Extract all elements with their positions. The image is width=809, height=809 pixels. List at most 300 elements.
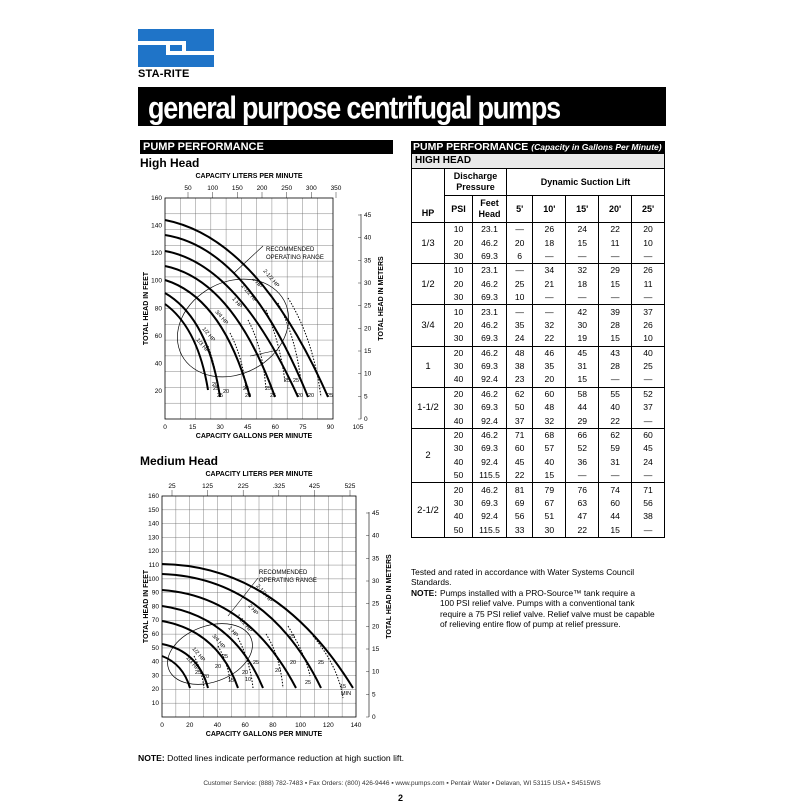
table-cell: 44 bbox=[566, 401, 599, 414]
table-cell: 43 bbox=[599, 346, 632, 360]
hp-cell: 1 bbox=[412, 346, 445, 387]
curve-label: 2 HP bbox=[250, 276, 263, 290]
notes-block bbox=[411, 567, 671, 629]
table-row bbox=[412, 497, 665, 510]
hp-cell: 2-1/2 bbox=[412, 483, 445, 538]
table-cell: 71 bbox=[632, 483, 665, 497]
table-title-bar bbox=[411, 141, 665, 154]
bottom-note-text: Dotted lines indicate performance reduction at high suction lift. bbox=[167, 753, 405, 763]
left-tick-label: 100 bbox=[148, 575, 159, 583]
curve-end-label: 20 bbox=[274, 668, 282, 674]
table-cell: 60 bbox=[533, 387, 566, 401]
table-row bbox=[412, 305, 665, 319]
curve-end-label: 20 bbox=[289, 660, 297, 666]
table-cell: 18 bbox=[533, 236, 566, 249]
table-cell: 45 bbox=[566, 346, 599, 360]
curve-label: 1/2 HP bbox=[200, 326, 216, 344]
table-cell: — bbox=[632, 414, 665, 428]
table-cell: 11 bbox=[599, 236, 632, 249]
table-cell: — bbox=[507, 223, 533, 237]
table-cell: — bbox=[599, 250, 632, 264]
table-cell: — bbox=[632, 373, 665, 387]
curve-end-label: 25 bbox=[264, 386, 272, 392]
table-cell: 50 bbox=[445, 469, 473, 483]
curve-label: 1 HP bbox=[230, 296, 243, 310]
curve-end-label: 20 bbox=[222, 389, 230, 395]
right-tick-label: 45 bbox=[364, 212, 372, 219]
table-row bbox=[412, 250, 665, 264]
operating-range-label: RECOMMENDED bbox=[259, 570, 308, 576]
table-cell: 21 bbox=[533, 278, 566, 291]
table-row bbox=[412, 373, 665, 387]
right-tick-label: 0 bbox=[372, 714, 376, 721]
right-tick-label: 40 bbox=[364, 234, 372, 242]
section-title: PUMP PERFORMANCE bbox=[140, 140, 393, 154]
brand-name: STA-RITE bbox=[138, 68, 190, 80]
table-cell: 15 bbox=[599, 524, 632, 538]
curve-end-label: 25 bbox=[242, 386, 250, 392]
note-line: 100 PSI relief valve. Pumps with a conventional tank bbox=[440, 598, 635, 609]
table-cell: 20 bbox=[632, 223, 665, 237]
curve-end-label: 25 bbox=[326, 393, 334, 399]
bottom-tick-label: 120 bbox=[322, 722, 334, 729]
table-cell: 92.4 bbox=[473, 510, 507, 523]
hp-cell: 2 bbox=[412, 428, 445, 483]
table-cell: 15 bbox=[566, 236, 599, 249]
left-tick-label: 70 bbox=[151, 617, 159, 625]
left-tick-label: 30 bbox=[151, 672, 159, 680]
table-cell: — bbox=[533, 291, 566, 305]
table-cell: 20 bbox=[507, 236, 533, 249]
left-tick-label: 160 bbox=[151, 195, 162, 202]
table-cell: 40 bbox=[445, 510, 473, 523]
table-cell: 69 bbox=[507, 497, 533, 510]
table-cell: 10 bbox=[445, 223, 473, 237]
table-cell: 10 bbox=[632, 332, 665, 346]
curve-end-label: 25 bbox=[212, 386, 220, 392]
bottom-tick-label: 90 bbox=[326, 424, 335, 431]
table-cell: 37 bbox=[632, 401, 665, 414]
left-axis-label: TOTAL HEAD IN FEET bbox=[143, 271, 150, 346]
table-cell: — bbox=[533, 250, 566, 264]
curve-end-label: 20 bbox=[211, 382, 219, 388]
curve-label: 2-1/2 HP bbox=[254, 583, 274, 604]
table-row bbox=[412, 510, 665, 523]
curve-end-label: 25 bbox=[252, 660, 260, 666]
table-cell: 30 bbox=[445, 291, 473, 305]
left-tick-label: 120 bbox=[148, 548, 159, 556]
header-lift: Dynamic Suction Lift bbox=[507, 169, 665, 196]
medium-head-title: Medium Head bbox=[140, 454, 219, 468]
table-cell: 46 bbox=[533, 346, 566, 360]
table-cell: 38 bbox=[632, 510, 665, 523]
table-cell: — bbox=[599, 291, 632, 305]
curve-label: 3/4 HP bbox=[213, 309, 229, 327]
right-tick-label: 30 bbox=[372, 578, 380, 585]
bottom-tick-label: 60 bbox=[271, 424, 279, 431]
table-cell: 30 bbox=[533, 524, 566, 538]
table-cell: — bbox=[632, 469, 665, 483]
table-cell: 47 bbox=[566, 510, 599, 523]
curve-end-label: 20 bbox=[241, 670, 249, 676]
table-cell: 52 bbox=[566, 442, 599, 455]
table-cell: 50 bbox=[445, 524, 473, 538]
table-cell: 62 bbox=[507, 387, 533, 401]
right-axis-label: TOTAL HEAD IN METERS bbox=[378, 256, 385, 341]
bottom-tick-label: 0 bbox=[160, 722, 164, 729]
left-tick-label: 80 bbox=[151, 603, 159, 611]
header-feet: Feet Head bbox=[473, 196, 507, 223]
right-tick-label: 35 bbox=[364, 257, 372, 265]
table-cell: — bbox=[599, 373, 632, 387]
top-axis-label: CAPACITY LITERS PER MINUTE bbox=[205, 471, 313, 478]
table-cell: 15 bbox=[566, 373, 599, 387]
table-cell: 25 bbox=[632, 360, 665, 373]
curve-end-label: 20 bbox=[202, 674, 210, 680]
table-row bbox=[412, 387, 665, 401]
table-cell: 11 bbox=[632, 278, 665, 291]
table-cell: 23 bbox=[507, 373, 533, 387]
left-tick-label: 150 bbox=[148, 506, 159, 514]
table-cell: — bbox=[632, 524, 665, 538]
table-cell: 68 bbox=[533, 428, 566, 442]
table-cell: 28 bbox=[599, 360, 632, 373]
table-cell: 15 bbox=[599, 332, 632, 346]
curve-end-label: 25 bbox=[288, 634, 296, 640]
table-cell: 59 bbox=[599, 442, 632, 455]
table-cell: 69.3 bbox=[473, 497, 507, 510]
header-lift-15: 15' bbox=[566, 196, 599, 223]
table-cell: 44 bbox=[599, 510, 632, 523]
bottom-tick-label: 40 bbox=[213, 722, 222, 729]
table-cell: 39 bbox=[599, 305, 632, 319]
table-row bbox=[412, 401, 665, 414]
table-cell: 33 bbox=[507, 524, 533, 538]
table-cell: 35 bbox=[507, 319, 533, 332]
top-tick-label: 525 bbox=[344, 483, 356, 490]
table-row bbox=[412, 291, 665, 305]
top-axis-label: CAPACITY LITERS PER MINUTE bbox=[195, 173, 303, 180]
table-cell: 35 bbox=[533, 360, 566, 373]
right-tick-label: 30 bbox=[364, 280, 372, 287]
table-cell: 40 bbox=[445, 373, 473, 387]
table-cell: 26 bbox=[632, 319, 665, 332]
table-cell: 69.3 bbox=[473, 332, 507, 346]
curve-label: 1/2 HP bbox=[190, 646, 206, 664]
curve-end-label: 25 bbox=[216, 393, 224, 399]
table-cell: 30 bbox=[445, 250, 473, 264]
left-tick-label: 60 bbox=[151, 631, 159, 638]
table-cell: 32 bbox=[533, 414, 566, 428]
top-tick-label: 225 bbox=[237, 483, 249, 490]
table-cell: — bbox=[507, 264, 533, 278]
table-row bbox=[412, 223, 665, 237]
table-cell: 46.2 bbox=[473, 428, 507, 442]
left-tick-label: 50 bbox=[151, 644, 159, 652]
high-head-chart bbox=[138, 168, 393, 443]
table-cell: 22 bbox=[507, 469, 533, 483]
table-cell: 46.2 bbox=[473, 346, 507, 360]
table-cell: 69.3 bbox=[473, 291, 507, 305]
medium-head-chart bbox=[138, 466, 393, 746]
table-cell: 56 bbox=[632, 497, 665, 510]
right-tick-label: 35 bbox=[372, 555, 380, 563]
footer-contact: Customer Service: (888) 782-7483 ▪ Fax Orders: (800) 426-9446 ▪ www.pumps.com ▪ Pentair Water ▪ Delavan, WI 53115 USA ▪ S4515WS bbox=[203, 780, 601, 787]
table-cell: 30 bbox=[445, 332, 473, 346]
table-cell: 38 bbox=[507, 360, 533, 373]
table-cell: 115.5 bbox=[473, 469, 507, 483]
left-tick-label: 10 bbox=[151, 700, 159, 707]
left-tick-label: 130 bbox=[148, 534, 159, 542]
table-cell: 22 bbox=[599, 223, 632, 237]
curve-label: 2-1/2 HP bbox=[261, 268, 281, 289]
table-cell: 22 bbox=[599, 414, 632, 428]
hp-cell: 1/2 bbox=[412, 264, 445, 305]
table-subtitle: HIGH HEAD bbox=[411, 154, 665, 168]
table-cell: 69.3 bbox=[473, 250, 507, 264]
table-cell: 60 bbox=[632, 428, 665, 442]
bottom-note-label: NOTE: bbox=[138, 753, 165, 763]
right-tick-label: 15 bbox=[372, 646, 380, 653]
bottom-note bbox=[138, 753, 404, 763]
table-row bbox=[412, 442, 665, 455]
top-tick-label: 350 bbox=[330, 185, 342, 192]
table-cell: 29 bbox=[566, 414, 599, 428]
curve-label: 2 HP bbox=[246, 603, 259, 617]
top-tick-label: 125 bbox=[202, 483, 214, 490]
right-tick-label: 20 bbox=[372, 623, 380, 631]
table-cell: 32 bbox=[533, 319, 566, 332]
table-title: PUMP PERFORMANCE bbox=[413, 141, 529, 153]
table-row bbox=[412, 332, 665, 346]
bottom-tick-label: 140 bbox=[350, 722, 362, 729]
table-cell: 71 bbox=[507, 428, 533, 442]
curve-end-label: 25 bbox=[269, 393, 277, 399]
table-cell: 24 bbox=[566, 223, 599, 237]
table-cell: — bbox=[632, 291, 665, 305]
table-cell: 30 bbox=[445, 360, 473, 373]
left-tick-label: 140 bbox=[148, 520, 159, 528]
bottom-tick-label: 80 bbox=[269, 722, 277, 729]
table-cell: 23.1 bbox=[473, 223, 507, 237]
table-cell: 18 bbox=[566, 278, 599, 291]
table-cell: 46.2 bbox=[473, 278, 507, 291]
bottom-axis-label: CAPACITY GALLONS PER MINUTE bbox=[195, 433, 313, 440]
table-cell: — bbox=[632, 250, 665, 264]
table-cell: 57 bbox=[533, 442, 566, 455]
table-cell: 92.4 bbox=[473, 456, 507, 469]
note-line: Pumps installed with a PRO-Source™ tank require a bbox=[440, 587, 636, 598]
page-title: general purpose centrifugal pumps bbox=[148, 91, 560, 126]
table-cell: 37 bbox=[507, 414, 533, 428]
table-cell: 20 bbox=[445, 319, 473, 332]
curve-end-label: 25 bbox=[317, 660, 325, 666]
table-cell: 23.1 bbox=[473, 305, 507, 319]
table-cell: 45 bbox=[507, 456, 533, 469]
note-label: NOTE: bbox=[411, 587, 438, 598]
hp-cell: 1/3 bbox=[412, 223, 445, 264]
right-tick-label: 15 bbox=[364, 348, 372, 355]
table-row bbox=[412, 264, 665, 278]
table-cell: 40 bbox=[445, 414, 473, 428]
top-tick-label: 150 bbox=[231, 185, 243, 192]
table-cell: 40 bbox=[632, 346, 665, 360]
top-tick-label: 300 bbox=[305, 185, 317, 192]
header-discharge: Discharge Pressure bbox=[445, 169, 507, 196]
table-cell: — bbox=[566, 291, 599, 305]
right-axis-label: TOTAL HEAD IN METERS bbox=[386, 554, 393, 639]
table-cell: 67 bbox=[533, 497, 566, 510]
table-cell: 46.2 bbox=[473, 236, 507, 249]
table-cell: 81 bbox=[507, 483, 533, 497]
curve-end-label: 15 bbox=[339, 684, 347, 690]
table-cell: 79 bbox=[533, 483, 566, 497]
top-tick-label: 25 bbox=[168, 483, 176, 490]
table-cell: 69.3 bbox=[473, 401, 507, 414]
table-cell: 48 bbox=[507, 346, 533, 360]
table-cell: 56 bbox=[507, 510, 533, 523]
page-number: 2 bbox=[398, 793, 404, 803]
operating-range-label: OPERATING RANGE bbox=[259, 578, 317, 584]
left-tick-label: 20 bbox=[151, 686, 159, 694]
header-hp: HP bbox=[412, 169, 445, 223]
bottom-tick-label: 45 bbox=[244, 424, 252, 431]
table-cell: 66 bbox=[566, 428, 599, 442]
left-tick-label: 160 bbox=[148, 493, 159, 500]
table-row bbox=[412, 483, 665, 497]
left-axis-label: TOTAL HEAD IN FEET bbox=[143, 569, 150, 644]
table-row bbox=[412, 469, 665, 483]
note-line: of relieving entire flow of pump at relief pressure. bbox=[440, 619, 621, 630]
left-tick-label: 100 bbox=[151, 277, 162, 285]
curve-end-label: 20 bbox=[244, 393, 252, 399]
curve-label: 3/4 HP bbox=[210, 633, 226, 651]
top-tick-label: 250 bbox=[281, 185, 293, 192]
table-cell: 36 bbox=[566, 456, 599, 469]
right-tick-label: 40 bbox=[372, 532, 380, 540]
table-cell: 51 bbox=[533, 510, 566, 523]
curve-label: 1-1/2 HP bbox=[239, 283, 259, 304]
table-row bbox=[412, 346, 665, 360]
table-cell: 22 bbox=[566, 524, 599, 538]
curve-end-label: 20 bbox=[214, 664, 222, 670]
bottom-tick-label: 0 bbox=[163, 424, 167, 431]
table-cell: 92.4 bbox=[473, 414, 507, 428]
table-row bbox=[412, 524, 665, 538]
header-lift-20: 20' bbox=[599, 196, 632, 223]
table-cell: 48 bbox=[533, 401, 566, 414]
table-row bbox=[412, 236, 665, 249]
note-line: require a 75 PSI relief valve. Relief valve must be capable bbox=[440, 608, 655, 619]
table-cell: 6 bbox=[507, 250, 533, 264]
table-cell: 60 bbox=[507, 442, 533, 455]
bottom-tick-label: 100 bbox=[295, 722, 307, 729]
table-cell: 30 bbox=[445, 401, 473, 414]
table-cell: 34 bbox=[533, 264, 566, 278]
table-cell: 40 bbox=[533, 456, 566, 469]
table-cell: 10 bbox=[632, 236, 665, 249]
table-cell: 31 bbox=[599, 456, 632, 469]
right-tick-label: 25 bbox=[364, 302, 372, 310]
table-cell: 76 bbox=[566, 483, 599, 497]
table-cell: 20 bbox=[445, 236, 473, 249]
curve-end-label: 25 bbox=[194, 670, 202, 676]
table-cell: 42 bbox=[566, 305, 599, 319]
table-cell: 20 bbox=[445, 346, 473, 360]
table-cell: 10 bbox=[445, 305, 473, 319]
table-cell: 52 bbox=[632, 387, 665, 401]
right-tick-label: 5 bbox=[364, 393, 368, 401]
top-tick-label: 50 bbox=[184, 185, 192, 192]
table-cell: — bbox=[566, 469, 599, 483]
curve-end-label: 25 bbox=[221, 654, 229, 660]
table-cell: 24 bbox=[507, 332, 533, 346]
table-cell: — bbox=[599, 469, 632, 483]
right-tick-label: 5 bbox=[372, 691, 376, 699]
right-tick-label: 10 bbox=[372, 668, 380, 676]
table-cell: 74 bbox=[599, 483, 632, 497]
table-cell: 30 bbox=[445, 497, 473, 510]
table-cell: 19 bbox=[566, 332, 599, 346]
header-lift-25: 25' bbox=[632, 196, 665, 223]
table-cell: — bbox=[566, 250, 599, 264]
table-row bbox=[412, 278, 665, 291]
table-cell: 50 bbox=[507, 401, 533, 414]
curve-label: 1/3 HP bbox=[184, 655, 200, 673]
left-tick-label: 80 bbox=[154, 305, 162, 313]
top-tick-label: 100 bbox=[207, 185, 219, 192]
operating-range-label: OPERATING RANGE bbox=[266, 255, 324, 261]
left-tick-label: 90 bbox=[151, 589, 159, 597]
table-cell: 29 bbox=[599, 264, 632, 278]
table-cell: 28 bbox=[599, 319, 632, 332]
table-cell: 30 bbox=[566, 319, 599, 332]
table-row bbox=[412, 360, 665, 373]
hp-cell: 3/4 bbox=[412, 305, 445, 346]
curve-end-label: 20 bbox=[307, 393, 315, 399]
bottom-tick-label: 15 bbox=[188, 424, 197, 431]
table-cell: 32 bbox=[566, 264, 599, 278]
table-cell: 15 bbox=[599, 278, 632, 291]
left-tick-label: 140 bbox=[151, 222, 162, 230]
table-cell: — bbox=[533, 305, 566, 319]
right-tick-label: 25 bbox=[372, 600, 380, 608]
table-cell: 20 bbox=[445, 428, 473, 442]
table-row bbox=[412, 414, 665, 428]
table-cell: 40 bbox=[599, 401, 632, 414]
table-cell: 30 bbox=[445, 442, 473, 455]
curve-end-label: 20 bbox=[296, 393, 304, 399]
table-cell: 20 bbox=[445, 387, 473, 401]
table-cell: 31 bbox=[566, 360, 599, 373]
table-cell: 46.2 bbox=[473, 387, 507, 401]
table-cell: 10 bbox=[445, 264, 473, 278]
bottom-axis-label: CAPACITY GALLONS PER MINUTE bbox=[205, 731, 323, 738]
table-cell: 24 bbox=[632, 456, 665, 469]
table-cell: 58 bbox=[566, 387, 599, 401]
table-title-note: (Capacity in Gallons Per Minute) bbox=[531, 142, 662, 152]
tested-note: Tested and rated in accordance with Water Systems Council Standards. bbox=[411, 567, 635, 588]
header-lift-10: 10' bbox=[533, 196, 566, 223]
table-cell: 69.3 bbox=[473, 360, 507, 373]
curve-end-label: 25 bbox=[292, 378, 300, 384]
table-cell: 55 bbox=[599, 387, 632, 401]
table-cell: 20 bbox=[445, 278, 473, 291]
right-tick-label: 20 bbox=[364, 325, 372, 333]
table-cell: 92.4 bbox=[473, 373, 507, 387]
table-cell: 60 bbox=[599, 497, 632, 510]
table-cell: 25 bbox=[507, 278, 533, 291]
